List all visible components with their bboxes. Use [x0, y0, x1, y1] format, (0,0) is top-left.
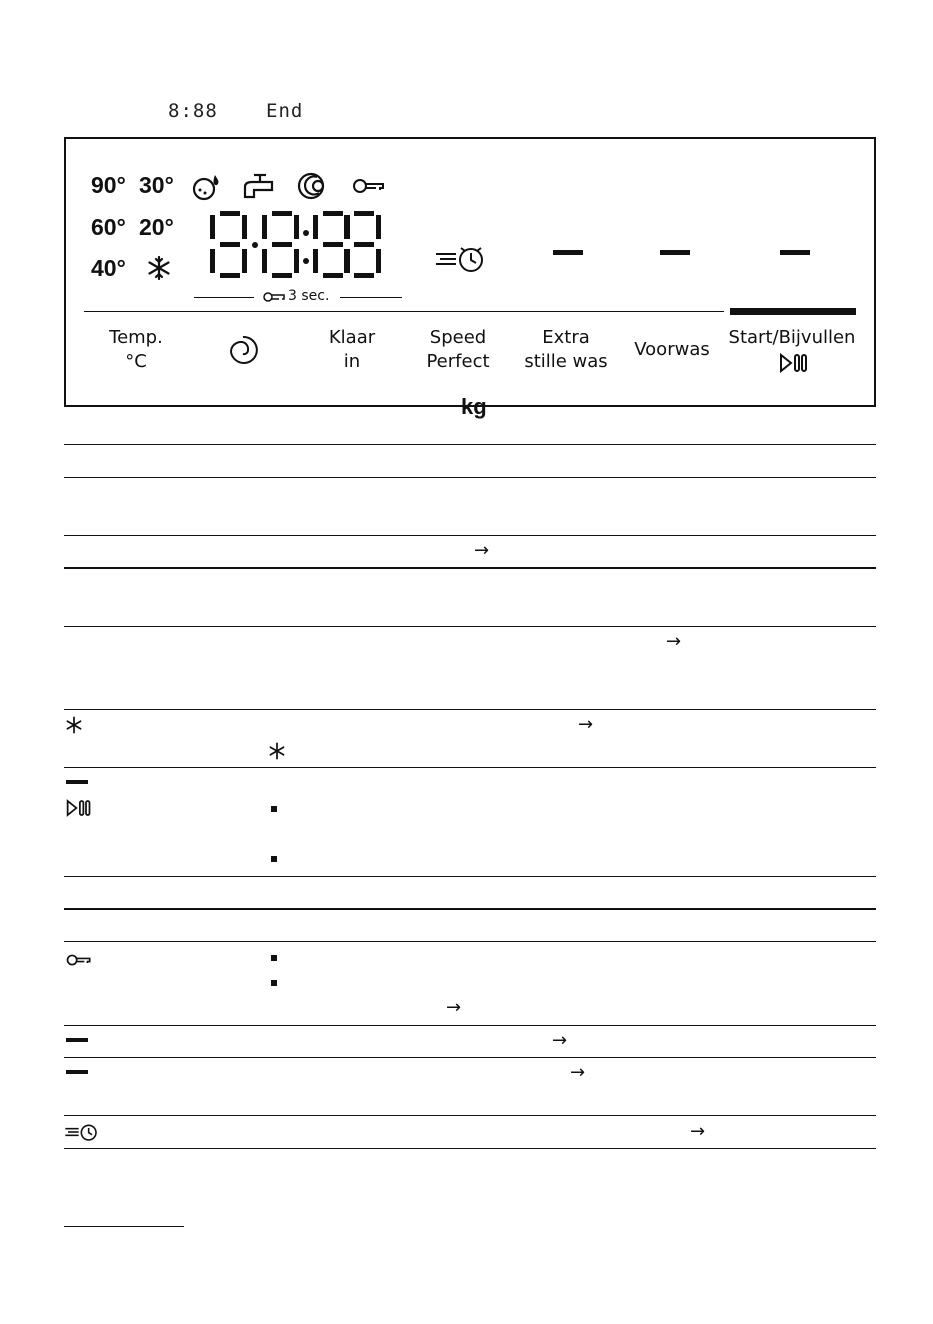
table-line-13: [64, 1115, 876, 1116]
arrow-3: →: [578, 714, 594, 735]
lock-hint-line-left: [194, 297, 254, 298]
display-end-sample: End: [266, 100, 304, 122]
indicator-dash-voorwas: [660, 250, 690, 255]
button-extra-label: Extra: [542, 327, 590, 348]
tap-icon: [242, 172, 276, 200]
panel-divider: [84, 311, 724, 312]
button-klaar-in[interactable]: [302, 326, 402, 374]
table-line-7: [64, 767, 876, 768]
arrow-2: →: [666, 631, 682, 652]
table-line-1: [64, 444, 876, 445]
table-line-11: [64, 1025, 876, 1026]
arrow-5: →: [552, 1030, 568, 1051]
button-speed-sub: Perfect: [426, 351, 490, 372]
snowflake-icon-row-2: [268, 742, 286, 760]
table-line-12: [64, 1057, 876, 1058]
button-extra-stille-was[interactable]: [511, 326, 621, 374]
button-voorwas-label: Voorwas: [634, 339, 710, 360]
button-voorwas[interactable]: [622, 338, 722, 362]
key-lock-small-icon: [262, 290, 286, 304]
bullet-4: [271, 980, 277, 986]
indicator-dash-start: [780, 250, 810, 255]
table-line-3: [64, 535, 876, 536]
play-pause-icon: [778, 352, 810, 374]
stain-icon: [191, 173, 223, 201]
bullet-1: [271, 806, 277, 812]
button-start-bijvullen[interactable]: [724, 326, 860, 350]
table-line-9: [64, 908, 876, 910]
bullet-2: [271, 856, 277, 862]
unit-kg: kg: [461, 394, 487, 419]
button-klaar-sub: in: [343, 351, 361, 372]
start-bar: [730, 308, 856, 315]
play-pause-icon-row: [65, 798, 93, 818]
display-time-sample: 8:88: [168, 100, 218, 122]
button-klaar-label: Klaar: [328, 327, 376, 348]
temp-90: 90°: [91, 172, 126, 198]
spin-icon[interactable]: [226, 333, 260, 367]
table-line-5: [64, 626, 876, 627]
button-temp[interactable]: [86, 326, 186, 374]
table-line-2: [64, 477, 876, 478]
table-line-6: [64, 709, 876, 710]
button-start-label: Start/Bijvullen: [728, 327, 856, 348]
snowflake-icon: [146, 255, 172, 281]
table-line-10: [64, 941, 876, 942]
snowflake-icon-row: [65, 716, 83, 734]
temp-60: 60°: [91, 214, 126, 240]
dash-icon-row-2: [66, 1038, 88, 1042]
button-speed-perfect[interactable]: [408, 326, 508, 374]
control-panel: [64, 137, 876, 419]
arrow-7: →: [690, 1121, 706, 1142]
temp-20: 20°: [139, 214, 174, 240]
rinse-icon: [297, 171, 329, 201]
speed-clock-icon-row: [64, 1121, 100, 1143]
lock-hint-text: 3 sec.: [288, 288, 330, 304]
lock-hint-line-right: [340, 297, 402, 298]
indicator-dash-extra: [553, 250, 583, 255]
table-line-14: [64, 1148, 876, 1149]
arrow-6: →: [570, 1062, 586, 1083]
arrow-4: →: [446, 997, 462, 1018]
footnote-rule: [64, 1226, 184, 1227]
speed-clock-icon: [434, 244, 488, 274]
bullet-3: [271, 955, 277, 961]
button-extra-sub: stille was: [524, 351, 608, 372]
table-line-8: [64, 876, 876, 877]
arrow-1: →: [474, 540, 490, 561]
table-line-4: [64, 567, 876, 569]
key-lock-icon: [352, 177, 386, 195]
dash-icon-row-3: [66, 1070, 88, 1074]
button-temp-unit: °C: [125, 351, 147, 372]
button-speed-label: Speed: [429, 327, 487, 348]
key-lock-icon-row: [66, 953, 92, 967]
button-temp-label: Temp.: [109, 327, 163, 348]
temp-30: 30°: [139, 172, 174, 198]
time-display-digit-4: [338, 209, 398, 281]
temp-40: 40°: [91, 255, 126, 281]
dash-icon-row-1: [66, 780, 88, 784]
